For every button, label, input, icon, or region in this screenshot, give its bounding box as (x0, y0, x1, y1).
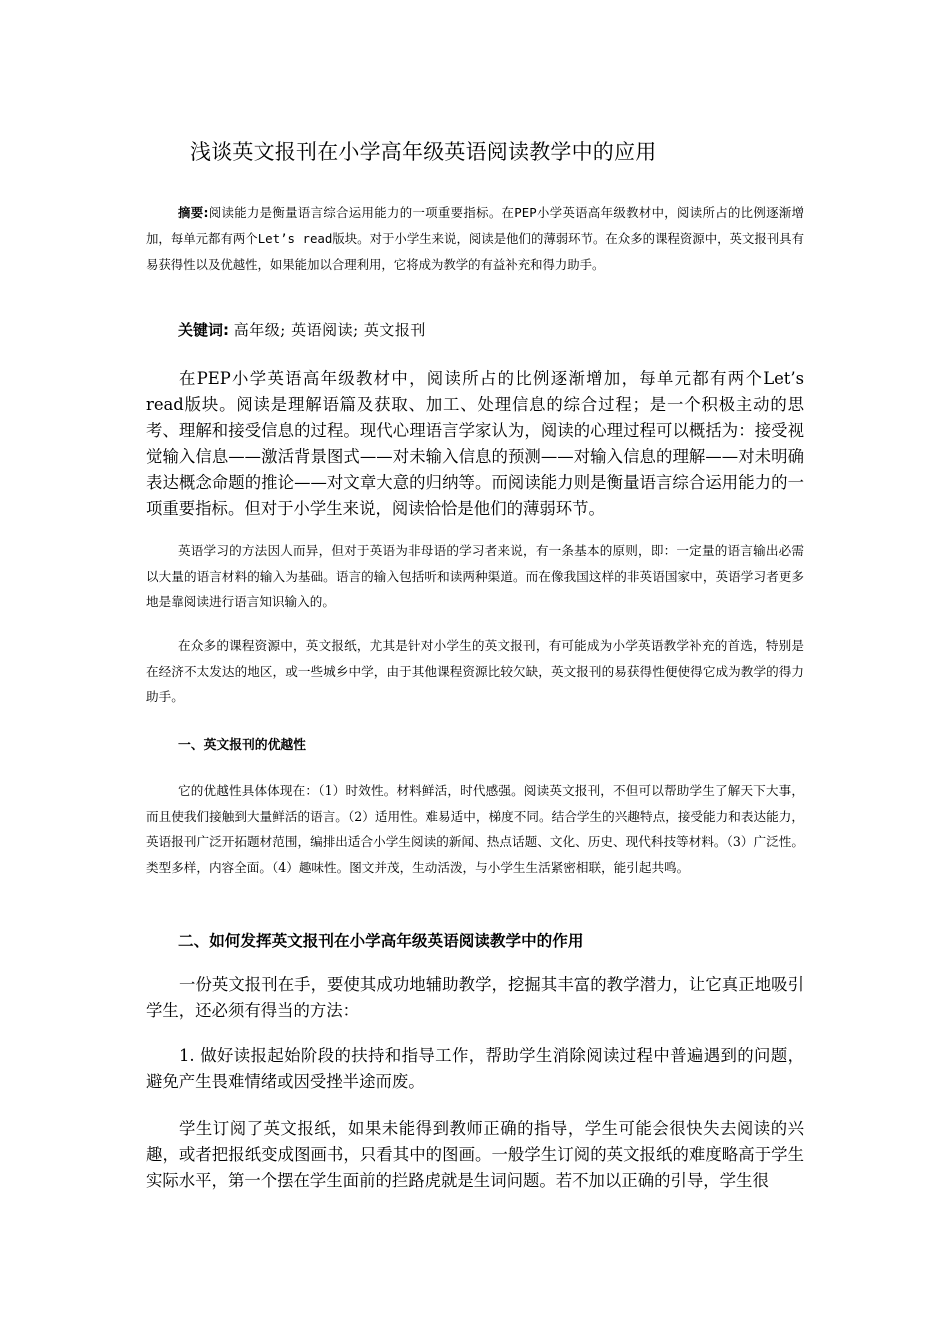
abstract (146, 200, 804, 277)
section-heading-advantages: 一、英文报刊的优越性 (178, 738, 306, 753)
paragraph-student-subscription: 学生订阅了英文报纸，如果未能得到教师正确的指导，学生可能会很快失去阅读的兴趣，或者把报纸变成图画书，只看其中的图画。一般学生订阅的英文报纸的难度略高于学生实际水平，第一个摆在学生面前的拦路虎就是生词问题。若不加以正确的引导，学生很 (146, 1119, 804, 1190)
keywords-label: 关键词: (178, 321, 229, 339)
section-heading-application: 二、如何发挥英文报刊在小学高年级英语阅读教学中的作用 (178, 932, 584, 950)
keywords-text: 高年级; 英语阅读; 英文报刊 (233, 321, 426, 339)
keywords (146, 318, 804, 342)
paragraph-reading-process: 在PEP小学英语高年级教材中，阅读所占的比例逐渐增加，每单元都有两个Let’s read版块。阅读是理解语篇及获取、加工、处理信息的综合过程；是一个积极主动的思考、理解和接受信息的过程。现代心理语言学家认为，阅读的心理过程可以概括为：接受视觉输入信息——激活背景图式——对未输入信息的预测——对输入信息的理解——对未明确表达概念命题的推论——对文章大意的归纳等。而阅读能力则是衡量语言综合运用能力的一项重要指标。但对于小学生来说，阅读恰恰是他们的薄弱环节。 (146, 369, 804, 518)
document-title: 浅谈英文报刊在小学高年级英语阅读教学中的应用 (190, 140, 657, 164)
paragraph-method-intro: 一份英文报刊在手，要使其成功地辅助教学，挖掘其丰富的教学潜力，让它真正地吸引学生，还必须有得当的方法： (146, 975, 804, 1020)
paragraph-language-input: 英语学习的方法因人而异，但对于英语为非母语的学习者来说，有一条基本的原则，即：一定量的语言输出必需以大量的语言材料的输入为基础。语言的输入包括听和读两种渠道。而在像我国这样的非英语国家中，英语学习者更多地是靠阅读进行语言知识输入的。 (146, 543, 804, 609)
paragraph-guidance-point: 1. 做好读报起始阶段的扶持和指导工作，帮助学生消除阅读过程中普遍遇到的问题，避免产生畏难情绪或因受挫半途而废。 (146, 1046, 804, 1091)
paragraph-course-resources: 在众多的课程资源中，英文报纸，尤其是针对小学生的英文报刊，有可能成为小学英语教学补充的首选，特别是在经济不太发达的地区，或一些城乡中学，由于其他课程资源比较欠缺，英文报刊的易获得性便使得它成为教学的得力助手。 (146, 638, 804, 704)
abstract-text: 阅读能力是衡量语言综合运用能力的一项重要指标。在PEP小学英语高年级教材中，阅读所占的比例逐渐增加，每单元都有两个Let’s read版块。对于小学生来说，阅读是他们的薄弱环节。在众多的课程资源中，英文报刊具有易获得性以及优越性，如果能加以合理利用，它将成为教学的有益补充和得力助手。 (146, 205, 804, 272)
abstract-label: 摘要: (178, 205, 209, 220)
paragraph-advantages: 它的优越性具体体现在：（1）时效性。材料鲜活，时代感强。阅读英文报刊，不但可以帮助学生了解天下大事，而且使我们接触到大量鲜活的语言。（2）适用性。难易适中，梯度不同。结合学生的兴趣特点，接受能力和表达能力，英语报刊广泛开拓题材范围，编排出适合小学生阅读的新闻、热点话题、文化、历史、现代科技等材料。（3）广泛性。类型多样，内容全面。（4）趣味性。图文并茂，生动活泼，与小学生生活紧密相联，能引起共鸣。 (146, 783, 804, 875)
